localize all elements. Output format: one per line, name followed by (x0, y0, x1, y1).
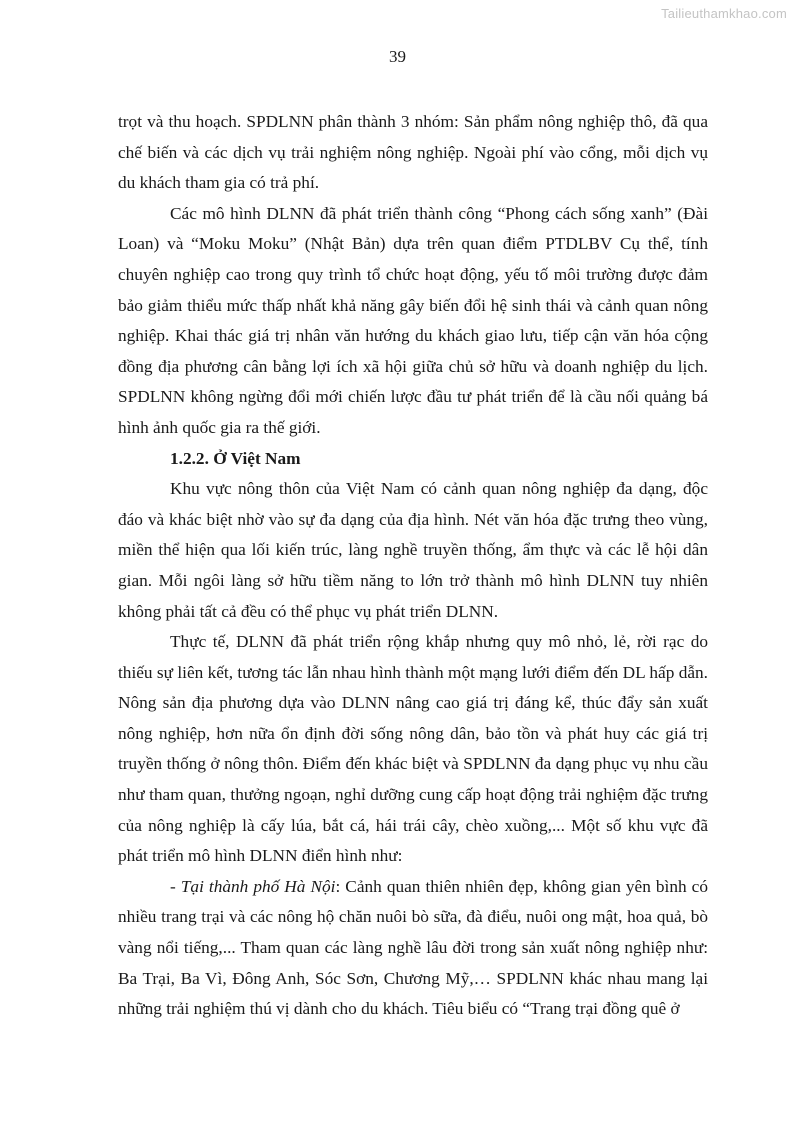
paragraph-continuation: trọt và thu hoạch. SPDLNN phân thành 3 nhóm: Sản phẩm nông nghiệp thô, đã qua chế biến và các dịch vụ trải nghiệm nông nghiệp. Ngoài phí vào cổng, mỗi dịch vụ du khách tham gia có trả phí. (118, 112, 708, 193)
document-body (118, 107, 708, 1025)
paragraph-reality: Thực tế, DLNN đã phát triển rộng khắp nhưng quy mô nhỏ, lẻ, rời rạc do thiếu sự liên kết, tương tác lẫn nhau hình thành một mạng lưới điểm đến DL hấp dẫn. Nông sản địa phương dựa vào DLNN nâng cao giá trị đáng kể, thúc đẩy sản xuất nông nghiệp, hơn nữa ổn định đời sống nông dân, bảo tồn và phát huy các giá trị truyền thống ở nông thôn. Điểm đến khác biệt và SPDLNN đa dạng phục vụ nhu cầu như tham quan, thưởng ngoạn, nghỉ dưỡng cung cấp hoạt động trải nghiệm đặc trưng của nông nghiệp là cấy lúa, bắt cá, hái trái cây, chèo xuồng,... Một số khu vực đã phát triển mô hình DLNN điển hình như: (118, 632, 708, 866)
paragraph-rural-vietnam: Khu vực nông thôn của Việt Nam có cảnh quan nông nghiệp đa dạng, độc đáo và khác biệt nhờ vào sự đa dạng của địa hình. Nét văn hóa đặc trưng theo vùng, miền thể hiện qua lối kiến trúc, làng nghề truyền thống, ẩm thực và các lễ hội dân gian. Mỗi ngôi làng sở hữu tiềm năng to lớn trở thành mô hình DLNN tuy nhiên không phải tất cả đều có thể phục vụ phát triển DLNN. (118, 479, 708, 621)
paragraph-hanoi (118, 872, 708, 1025)
paragraph-hanoi-body: : Cảnh quan thiên nhiên đẹp, không gian yên bình có nhiều trang trại và các nông hộ chăn nuôi bò sữa, đà điểu, nuôi ong mật, hoa quả, bò vàng nổi tiếng,... Tham quan các làng nghề lâu đời trong sản xuất nông nghiệp như: Ba Trại, Ba Vì, Đông Anh, Sóc Sơn, Chương Mỹ,… SPDLNN khác nhau mang lại những trải nghiệm thú vị dành cho du khách. Tiêu biểu có “Trang trại đồng quê ở (118, 876, 708, 1019)
page-number: 39 (389, 47, 406, 66)
section-heading: 1.2.2. Ở Việt Nam (170, 448, 301, 468)
italic-lead-hanoi: Tại thành phố Hà Nội (180, 876, 336, 896)
watermark: Tailieuthamkhao.com (661, 6, 787, 21)
bullet-dash: - (170, 876, 181, 896)
paragraph-models: Các mô hình DLNN đã phát triển thành công “Phong cách sống xanh” (Đài Loan) và “Moku Moku” (Nhật Bản) dựa trên quan điểm PTDLBV Cụ thể, tính chuyên nghiệp cao trong quy trình tổ chức hoạt động, yếu tố môi trường được đảm bảo giảm thiểu mức thấp nhất khả năng gây biến đổi hệ sinh thái và cảnh quan nông nghiệp. Khai thác giá trị nhân văn hướng du khách giao lưu, tiếp cận văn hóa cộng đồng địa phương cân bằng lợi ích xã hội giữa chủ sở hữu và doanh nghiệp du lịch. SPDLNN không ngừng đổi mới chiến lược đầu tư phát triển để là cầu nối quảng bá hình ảnh quốc gia ra thế giới. (118, 203, 708, 437)
